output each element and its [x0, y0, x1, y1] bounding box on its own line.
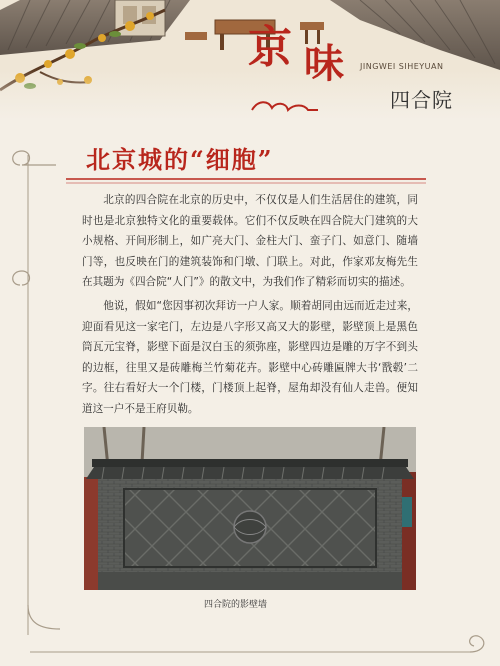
screen-wall-image-icon [84, 427, 416, 590]
cloud-motif-icon [250, 96, 320, 114]
bottom-frame-ornament-icon [0, 612, 500, 666]
photo-caption: 四合院的影壁墙 [204, 600, 268, 610]
brand-title [240, 18, 490, 118]
heading-underline-icon [66, 176, 426, 186]
brand-char-wei: 味 [304, 40, 344, 87]
brand-char-jing: 京 [248, 22, 292, 73]
screen-wall-photo [84, 427, 416, 590]
article-paragraph-1: 北京的四合院在北京的历史中，不仅仅是人们生活居住的建筑，同时也是北京独特文化的重要载体。它们不仅反映在四合院大门建筑的大小规格、开间形制上，如广亮大门、金柱大门、蛮子门、如意门、随墙门等，也反映在门的建筑装饰和门墩、门联上。对此，作家邓友梅先生在其题为《四合院“人门”》的散文中，为我们作了精彩而切实的描述。 [82, 194, 418, 289]
frame-ornament-icon [0, 135, 70, 655]
article-body [82, 190, 418, 423]
section-title: 北京城的“细胞” [86, 145, 274, 174]
brand-subtitle: 四合院 [390, 88, 453, 112]
brand-pinyin: JINGWEI SIHEYUAN [360, 62, 444, 71]
article-paragraph-2: 他说，假如“您因事初次拜访一户人家。顺着胡同由远而近走过来，迎面看见这一家宅门，左边是八字形又高又大的影壁，影壁顶上是黑色筒瓦元宝脊，影壁下面是汉白玉的须弥座，影壁四边是雕的万字不到头的边框，往里又是砖雕梅兰竹菊花卉。影壁中心砖雕匾牌大书‘戬毂’二字。往右看好大一个门楼，门楼顶上起脊，屋角却没有仙人走兽。便知道这一户不是王府贝勒。 [82, 299, 418, 415]
